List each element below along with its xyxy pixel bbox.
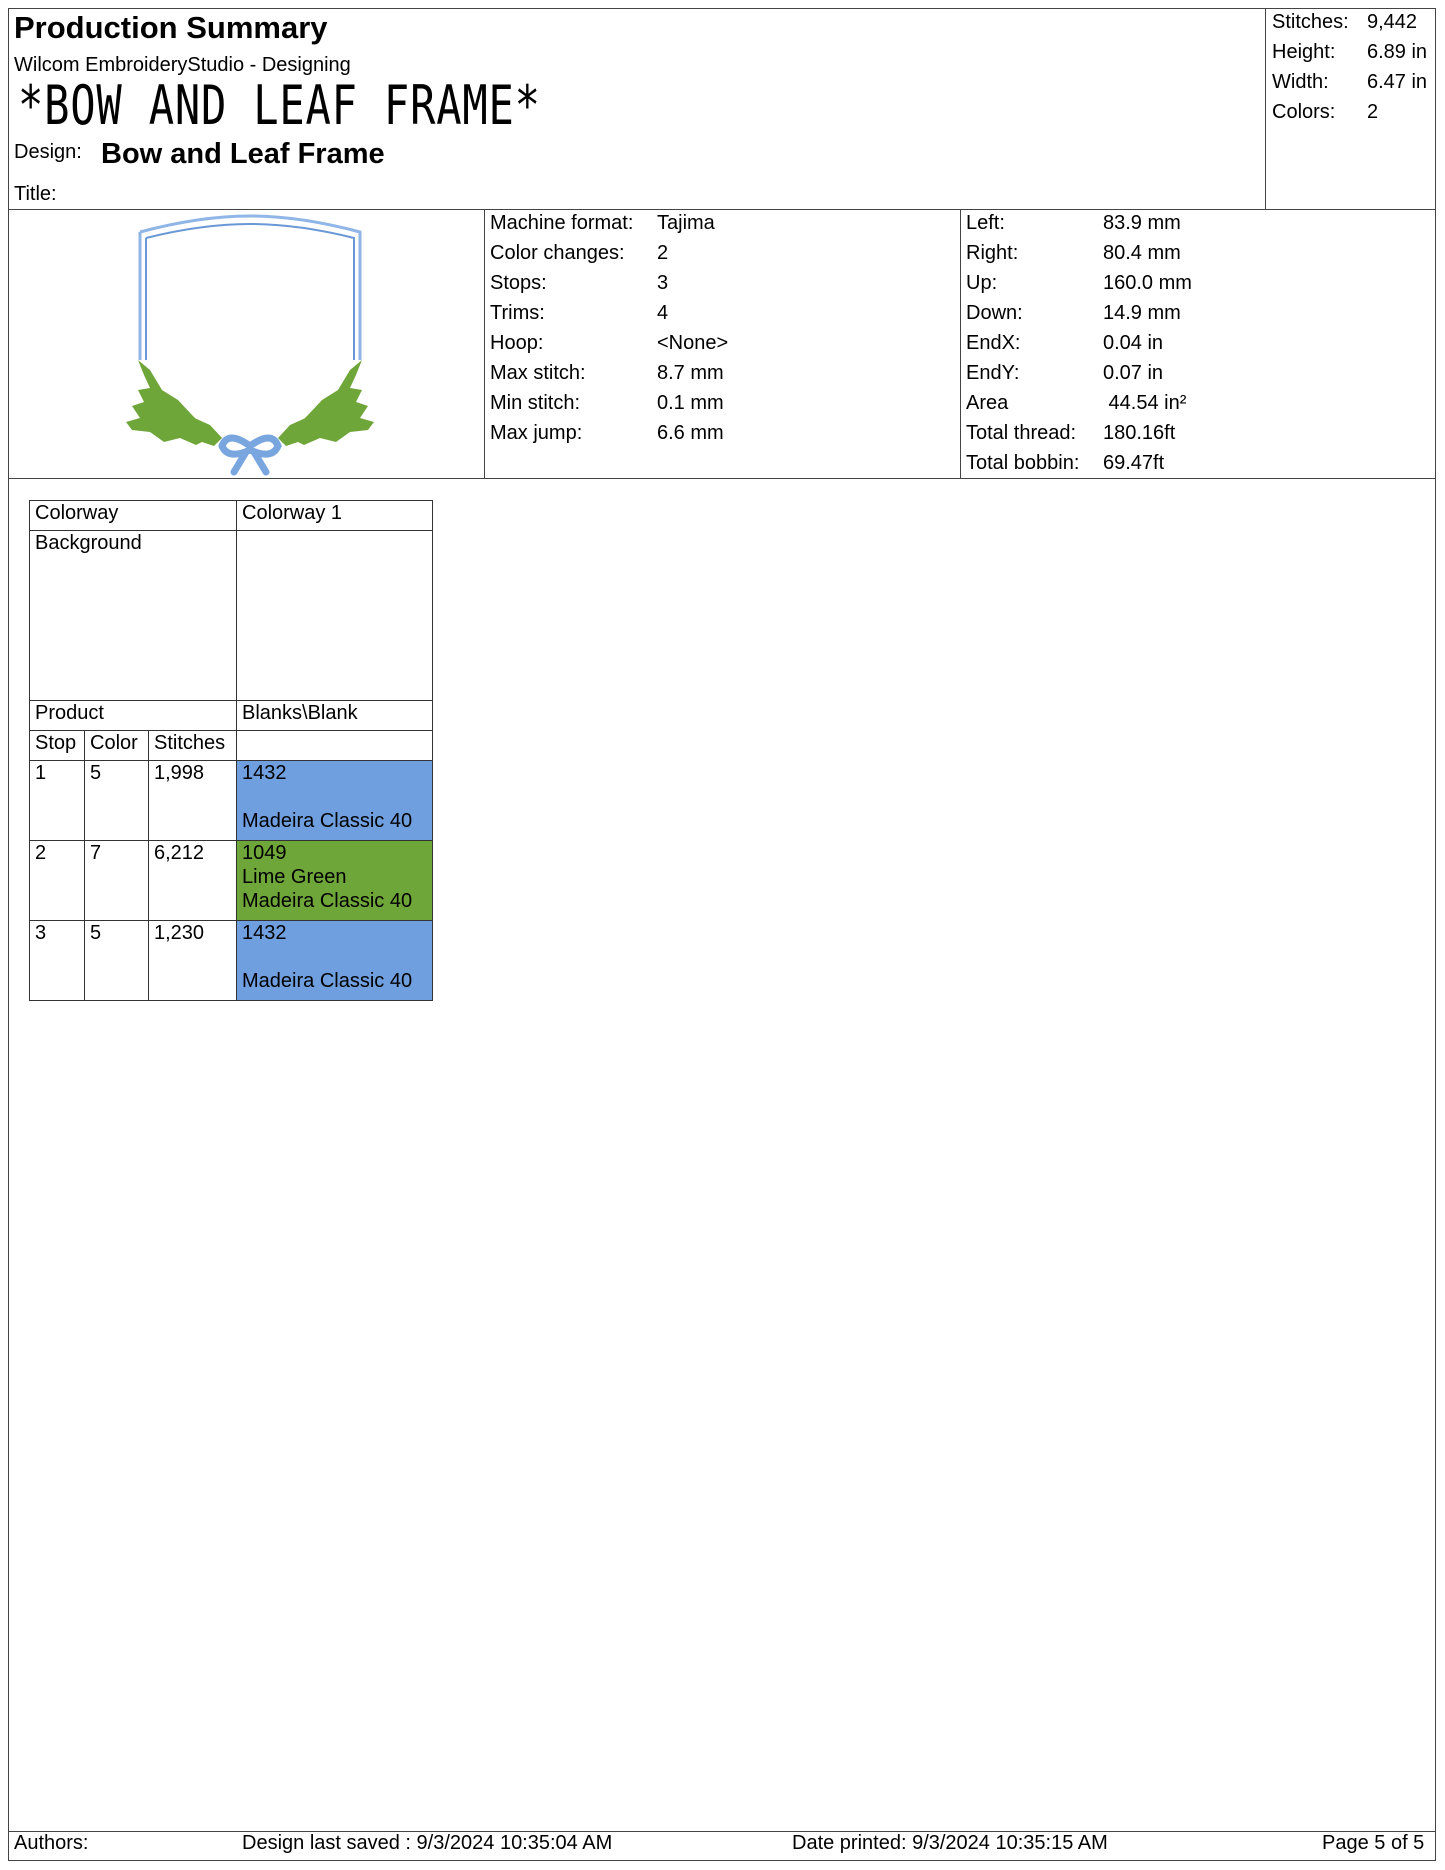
footer-date-printed: Date printed: 9/3/2024 10:35:15 AM <box>792 1832 1108 1854</box>
color-cell: 7 <box>85 841 149 921</box>
dimension-label: Right: <box>966 242 1019 264</box>
dimension-label: Down: <box>966 302 1023 324</box>
dimension-label: Area <box>966 392 1009 414</box>
thread-name <box>242 785 427 809</box>
col-color-header: Color <box>85 731 149 761</box>
thread-brand: Madeira Classic 40 <box>242 970 413 992</box>
stop-cell: 1 <box>30 761 85 841</box>
dimension-label: Left: <box>966 212 1005 234</box>
thread-name <box>242 945 427 969</box>
section-divider <box>484 209 485 478</box>
footer-authors: Authors: <box>14 1832 89 1854</box>
stop-cell: 3 <box>30 921 85 1001</box>
leaf-wreath <box>126 360 374 446</box>
background-swatch <box>237 531 433 701</box>
col-thread-header <box>237 731 433 761</box>
summary-stats <box>1272 10 1427 130</box>
thread-code: 1432 <box>242 922 287 944</box>
section-divider <box>960 209 961 478</box>
dimension-value: 0.04 in <box>1103 332 1164 354</box>
machine-label: Min stitch: <box>490 392 581 414</box>
stitches-cell: 1,998 <box>149 761 237 841</box>
machine-value: <None> <box>657 332 729 354</box>
machine-value: 2 <box>657 242 669 264</box>
machine-value: 0.1 mm <box>657 392 724 414</box>
machine-label: Trims: <box>490 302 545 324</box>
stitches-cell: 6,212 <box>149 841 237 921</box>
dimension-label: EndX: <box>966 332 1021 354</box>
thread-swatch-cell <box>237 921 433 1001</box>
title-label: Title: <box>14 183 57 205</box>
color-cell: 5 <box>85 761 149 841</box>
machine-value: 3 <box>657 272 669 294</box>
machine-label: Stops: <box>490 272 547 294</box>
page-title: Production Summary <box>14 10 328 45</box>
colorway-header-value: Colorway 1 <box>237 501 433 531</box>
col-stop-header: Stop <box>30 731 85 761</box>
design-label: Design: <box>14 141 82 163</box>
dimension-value: 0.07 in <box>1103 362 1164 384</box>
dimension-label: Total thread: <box>966 422 1077 444</box>
machine-value: 6.6 mm <box>657 422 724 444</box>
table-row <box>30 841 433 921</box>
table-row <box>30 761 433 841</box>
dimension-value: 83.9 mm <box>1103 212 1181 234</box>
summary-value: 6.47 in <box>1367 71 1428 93</box>
product-value: Blanks\Blank <box>237 701 433 731</box>
dimension-value: 180.16ft <box>1103 422 1176 444</box>
thread-brand: Madeira Classic 40 <box>242 810 413 832</box>
summary-label: Width: <box>1272 71 1329 93</box>
machine-label: Max jump: <box>490 422 583 444</box>
machine-label: Hoop: <box>490 332 544 354</box>
col-stitches-header: Stitches <box>149 731 237 761</box>
machine-value: 4 <box>657 302 669 324</box>
background-label: Background <box>30 531 237 701</box>
bow <box>222 438 278 472</box>
machine-label: Machine format: <box>490 212 634 234</box>
summary-value: 6.89 in <box>1367 41 1428 63</box>
app-name: Wilcom EmbroideryStudio - Designing <box>14 54 351 76</box>
table-row <box>30 921 433 1001</box>
summary-label: Colors: <box>1272 101 1336 123</box>
summary-value: 9,442 <box>1367 11 1418 33</box>
design-banner: *BOW AND LEAF FRAME* <box>18 74 541 137</box>
dimensions-info <box>966 211 1192 481</box>
summary-label: Stitches: <box>1272 11 1349 33</box>
frame-outline <box>140 216 360 360</box>
footer-divider <box>8 1831 1436 1832</box>
design-name: Bow and Leaf Frame <box>101 138 385 170</box>
dimension-value: 44.54 in² <box>1103 392 1187 414</box>
stitches-cell: 1,230 <box>149 921 237 1001</box>
design-preview <box>110 210 380 480</box>
thread-code: 1432 <box>242 762 287 784</box>
summary-value: 2 <box>1367 101 1379 123</box>
color-cell: 5 <box>85 921 149 1001</box>
stop-cell: 2 <box>30 841 85 921</box>
dimension-label: Total bobbin: <box>966 452 1080 474</box>
thread-swatch-cell <box>237 761 433 841</box>
colorway-table <box>29 500 433 1001</box>
dimension-label: Up: <box>966 272 998 294</box>
table-row <box>30 701 433 731</box>
machine-value: Tajima <box>657 212 715 234</box>
footer-page-number: Page 5 of 5 <box>1322 1832 1425 1854</box>
machine-value: 8.7 mm <box>657 362 724 384</box>
colorway-header-label: Colorway <box>30 501 237 531</box>
dimension-value: 80.4 mm <box>1103 242 1181 264</box>
machine-label: Max stitch: <box>490 362 586 384</box>
summary-label: Height: <box>1272 41 1336 63</box>
footer-last-saved: Design last saved : 9/3/2024 10:35:04 AM <box>242 1832 613 1854</box>
table-row <box>30 531 433 701</box>
dimension-value: 160.0 mm <box>1103 272 1192 294</box>
machine-label: Color changes: <box>490 242 625 264</box>
dimension-value: 14.9 mm <box>1103 302 1181 324</box>
thread-brand: Madeira Classic 40 <box>242 890 413 912</box>
table-row <box>30 501 433 531</box>
table-header-row <box>30 731 433 761</box>
dimension-label: EndY: <box>966 362 1020 384</box>
dimension-value: 69.47ft <box>1103 452 1165 474</box>
thread-name: Lime Green <box>242 866 347 888</box>
product-label: Product <box>30 701 237 731</box>
thread-code: 1049 <box>242 842 287 864</box>
thread-swatch-cell <box>237 841 433 921</box>
machine-info <box>490 211 728 451</box>
header-divider <box>1265 8 1266 209</box>
